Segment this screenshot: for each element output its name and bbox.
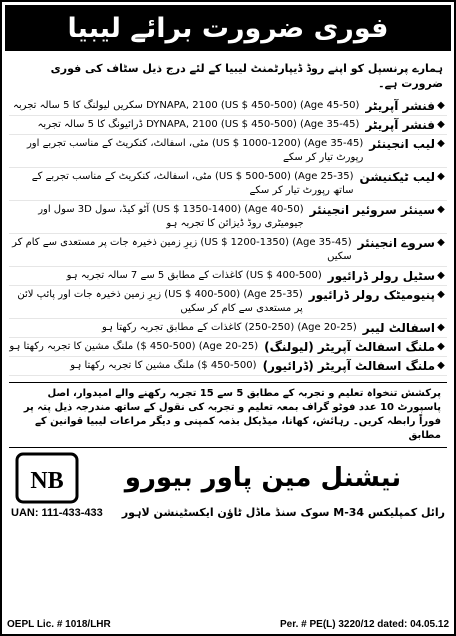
bullet-icon: ◆ — [437, 360, 445, 371]
position-detail: (Age 20-25) (450-500 $) ملنگ مشین کا تجربہ رکھتا ہو — [9, 341, 259, 352]
position-detail: (Age 40-50) (US $ 1350-1400) آٹو کیڈ، سول 3D سول اور جیومیٹری روڈ ڈیزائن کا تجربہ ہو — [38, 204, 304, 229]
position-detail: (450-500 $) ملنگ مشین کا تجربہ رکھتا ہو — [70, 360, 257, 371]
company-logo-icon — [15, 452, 79, 504]
list-item — [9, 319, 447, 338]
position-title: اسفالٹ لیبر — [362, 321, 435, 335]
position-title: سروے انجینئر — [357, 236, 435, 250]
bullet-icon: ◆ — [437, 171, 445, 182]
list-item — [9, 357, 447, 376]
position-title: سٹیل رولر ڈرائیور — [327, 269, 435, 283]
position-detail: (US $ 400-500) کاغذات کے مطابق 5 سے 7 سالہ تجربہ ہو — [66, 270, 322, 281]
position-title: پنیومیٹک رولر ڈرائیور — [308, 288, 435, 302]
bullet-icon: ◆ — [437, 100, 445, 111]
list-item — [9, 338, 447, 357]
application-instructions: پرکشش تنخواہ تعلیم و تجربہ کے مطابق 5 سے 15 تجربہ رکھنے والے امیدوار، اصل پاسپورٹ 10 عدد فوٹو گراف بمعہ تعلیم و تجربہ کی نقول کے ساتھ مندرجہ ذیل پتہ پر فوراً رابطہ کریں۔ رہائش، کھانا، میڈیکل بذمہ کمپنی و دیگر مراعات لیبیا قوانین کے مطابق — [9, 382, 447, 448]
position-title: سینئر سروئیر انجینئر — [309, 203, 435, 217]
bullet-icon: ◆ — [437, 289, 445, 300]
list-item — [9, 168, 447, 201]
list-item — [9, 286, 447, 319]
company-block — [9, 452, 447, 504]
list-item — [9, 97, 447, 116]
list-item — [9, 267, 447, 286]
bullet-icon: ◆ — [437, 341, 445, 352]
position-detail: DYNAPA, 2100 (US $ 450-500) (Age 35-45) ڈرائیونگ کا 5 سالہ تجربہ — [37, 119, 360, 130]
position-title: فنشر آپریٹر — [365, 99, 435, 113]
position-detail: (Age 35-45) (US $ 1000-1200) مٹی، اسفالٹ، کنکریٹ کے مناسب تجربے اور رپورٹ تیار کر سکے — [26, 138, 364, 163]
position-title: ملنگ اسفالٹ آپریٹر (لیولنگ) — [264, 340, 435, 354]
list-item — [9, 201, 447, 234]
logo-letters: NB — [30, 468, 64, 494]
position-detail: DYNAPA, 2100 (US $ 450-500) (Age 45-50) سکریں لیولنگ کا 5 سالہ تجربہ — [13, 100, 360, 111]
position-title: فنشر آپریٹر — [365, 118, 435, 132]
company-name: نیشنل مین پاور بیورو — [124, 463, 402, 493]
list-item — [9, 234, 447, 267]
bullet-icon: ◆ — [437, 322, 445, 333]
position-title: لیب ٹیکنیشن — [359, 170, 435, 184]
bullet-icon: ◆ — [437, 237, 445, 248]
licence-row — [7, 619, 449, 630]
position-detail: (Age 35-45) (US $ 1200-1350) زیرِ زمین ذخیرہ جات پر مستعدی سے کام کر سکیں — [12, 237, 352, 262]
intro-text: ہمارے پرنسپل کو اپنے روڈ ڈیپارٹمنٹ لیبیا کے لئے درج ذیل سٹاف کی فوری ضرورت ہے۔ — [50, 62, 443, 90]
positions-list — [9, 97, 447, 376]
list-item — [9, 135, 447, 168]
bullet-icon: ◆ — [437, 119, 445, 130]
bullet-icon: ◆ — [437, 270, 445, 281]
contact-row — [11, 506, 445, 519]
licence-number: OEPL Lic. # 1018/LHR — [7, 619, 111, 630]
bullet-icon: ◆ — [437, 138, 445, 149]
position-title: ملنگ اسفالٹ آپریٹر (ڈرائیور) — [262, 359, 435, 373]
position-detail: (Age 25-35) (US $ 400-500) زیرِ زمین ذخیرہ جات اور پائپ لائن پر مستعدی سے کام کر سکیں — [17, 289, 303, 314]
bullet-icon: ◆ — [437, 204, 445, 215]
position-detail: (Age 20-25) (250-250) کاغذات کے مطابق تجربہ رکھتا ہو — [102, 322, 357, 333]
page-title: فوری ضرورت برائے لیبیا — [5, 5, 451, 51]
position-title: لیب انجینئر — [369, 137, 435, 151]
permission-number: Per. # PE(L) 3220/12 dated: 04.05.12 — [280, 619, 449, 630]
uan-number: UAN: 111-433-433 — [11, 506, 103, 519]
company-address: رائل کمپلیکس 34-M سوک سنڈ ماڈل ٹاؤن ایکسٹینشن لاہور — [121, 506, 445, 519]
position-detail: (Age 25-35) (US $ 500-500) مٹی، اسفالٹ، کنکریٹ کے مناسب تجربے کے ساتھ رپورٹ تیار کر سکے — [31, 171, 354, 196]
list-item — [9, 116, 447, 135]
